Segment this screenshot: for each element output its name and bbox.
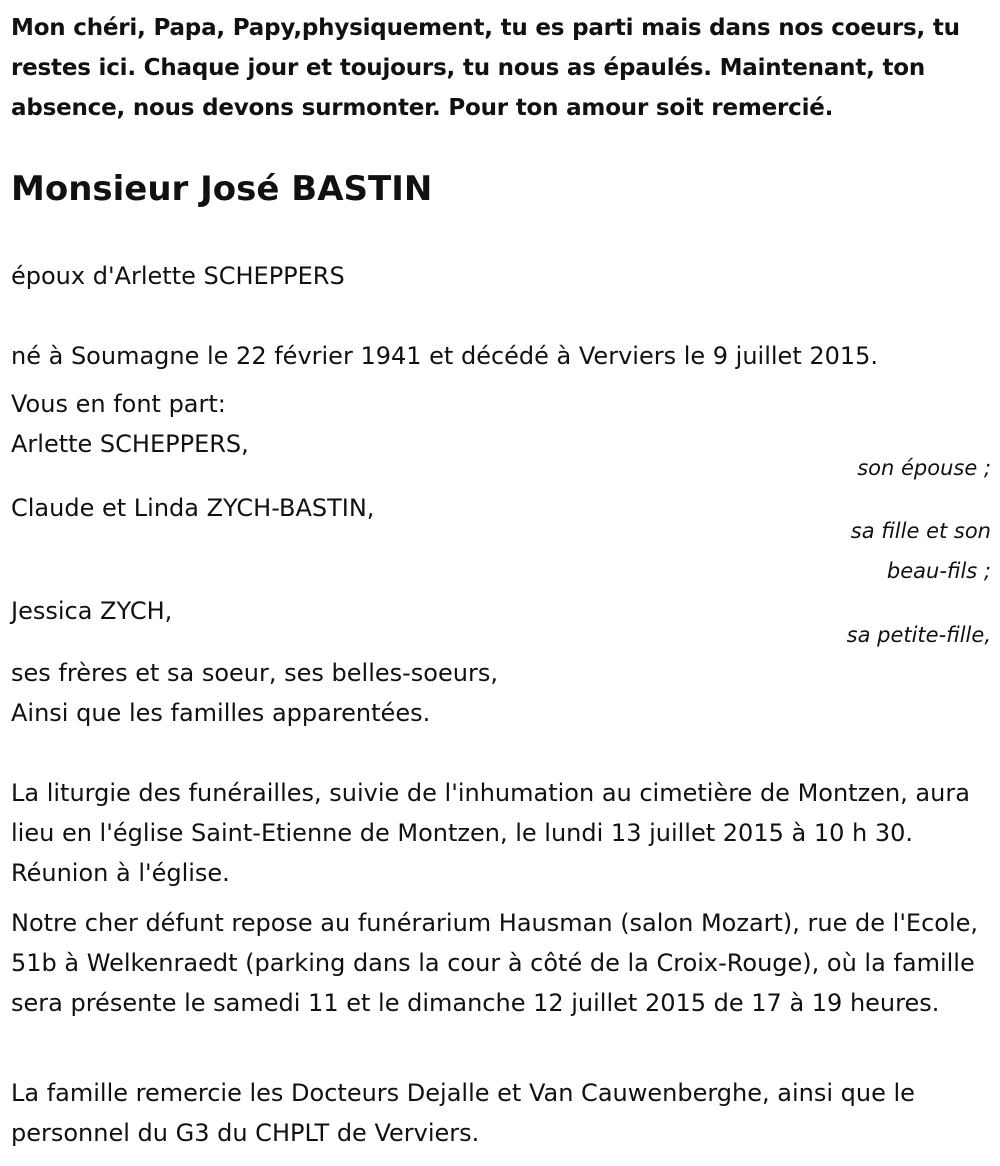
family-member-role: beau-fils ;	[886, 559, 991, 583]
family-member-name: Arlette SCHEPPERS,	[11, 430, 249, 458]
obituary-notice	[11, 8, 991, 1147]
family-member-role: sa fille et son	[850, 519, 991, 543]
announcement-line: Vous en font part:	[11, 390, 226, 418]
birth-death-line: né à Soumagne le 22 février 1941 et décédé à Verviers le 9 juillet 2015.	[11, 342, 879, 370]
family-member-name: Jessica ZYCH,	[11, 597, 173, 625]
others-line: Ainsi que les familles apparentées.	[11, 699, 431, 727]
deceased-name: Monsieur José BASTIN	[11, 169, 433, 209]
family-member-role: sa petite-fille,	[846, 623, 991, 647]
family-member-role: son épouse ;	[857, 456, 991, 480]
funeral-paragraph: La liturgie des funérailles, suivie de l'inhumation au cimetière de Montzen, aura lieu en l'église Saint-Etienne de Montzen, le lundi 13 juillet 2015 à 10 h 30. Réunion à l'église.	[11, 779, 970, 887]
family-member-name: Claude et Linda ZYCH-BASTIN,	[11, 494, 375, 522]
intro-dedication: Mon chéri, Papa, Papy,physiquement, tu es parti mais dans nos coeurs, tu restes ici. Chaque jour et toujours, tu nous as épaulés. Maintenant, ton absence, nous devons surmonter. Pour ton amour soit remercié.	[11, 15, 960, 121]
others-line: ses frères et sa soeur, ses belles-soeurs,	[11, 659, 498, 687]
visitation-paragraph: Notre cher défunt repose au funérarium Hausman (salon Mozart), rue de l'Ecole, 51b à Welkenraedt (parking dans la cour à côté de la Croix-Rouge), où la famille sera présente le samedi 11 et le dimanche 12 juillet 2015 de 17 à 19 heures.	[11, 909, 979, 1017]
thanks-paragraph: La famille remercie les Docteurs Dejalle et Van Cauwenberghe, ainsi que le personnel du G3 du CHPLT de Verviers.	[11, 1079, 915, 1147]
spouse-line: époux d'Arlette SCHEPPERS	[11, 262, 345, 290]
